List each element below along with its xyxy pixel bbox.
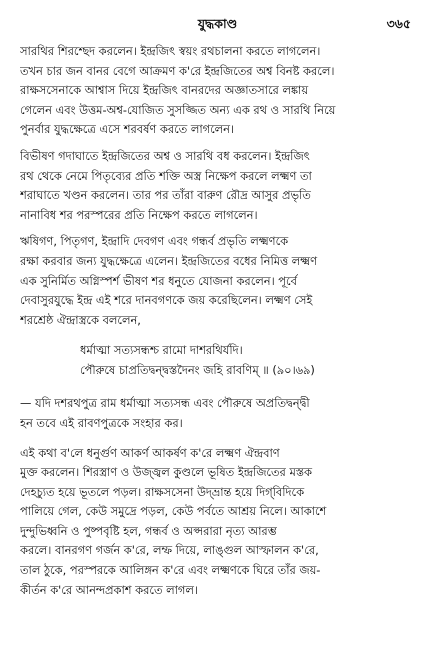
text-line: শরাঘাতে খণ্ডন করলেন। তার পর তাঁরা বারুণ রৌদ্র আসুর প্রভৃতি <box>20 188 311 203</box>
text-line: ঋষিগণ, পিতৃগণ, ইন্দ্রাদি দেবগণ এবং গন্ধর্ব প্রভৃতি লক্ষ্মণকে <box>20 234 289 249</box>
text-line: গেলেন এবং উত্তম-অশ্ব-যোজিত সুসজ্জিত অন্য এক রথ ও সারথি নিয়ে <box>20 102 336 117</box>
text-line: পুনর্বার যুদ্ধক্ষেত্রে এসে শরবর্ষণ করতে লাগলেন। <box>20 122 235 137</box>
text-line: হন তবে এই রাবণপুত্রকে সংহার কর। <box>20 415 183 430</box>
text-line: মুক্ত করলেন। শিরস্ত্রাণ ও উজ্জ্বল কুণ্ডলে ভূষিত ইন্দ্রজিতের মস্তক <box>20 465 312 480</box>
text-line: কীর্তন ক'রে আনন্দপ্রকাশ করতে লাগল। <box>20 582 198 597</box>
text-line: এক সুনির্মিত অগ্নিস্পর্শ ভীষণ শর ধনুতে যোজনা করলেন। পূর্বে <box>20 273 297 288</box>
page-header <box>20 14 415 36</box>
text-line: শরশ্রেষ্ঠ ঐন্দ্রাস্ত্রকে বললেন, <box>20 312 141 327</box>
paragraph-1 <box>20 42 415 140</box>
paragraph-3 <box>20 232 415 330</box>
text-line: তাল ঠুকে, পরস্পরকে আলিঙ্গন ক'রে এবং লক্ষ্মণকে ঘিরে তাঁর জয়- <box>20 563 321 578</box>
verse-line: পৌরুষে চাপ্রতিদ্বন্দ্বস্তদৈনং জহি রাবণিম্ ॥ (৯০।৬৯) <box>80 363 315 378</box>
verse-line: ধর্মাত্মা সত্যসন্ধশ্চ রামো দাশরথির্যদি। <box>80 343 243 358</box>
text-line: রাক্ষসসেনাকে আশ্বাস দিয়ে ইন্দ্রজিৎ বানরদের অজ্ঞাতসারে লঙ্কায় <box>20 83 309 98</box>
paragraph-2 <box>20 147 415 225</box>
page-number: ৩৬৫ <box>386 16 411 31</box>
sanskrit-verse <box>80 340 415 380</box>
verse-translation <box>20 394 415 433</box>
text-line: নানাবিধ শর পরস্পরের প্রতি নিক্ষেপ করতে লাগলেন। <box>20 207 258 222</box>
text-line: তখন চার জন বানর বেগে আক্রমণ ক'রে ইন্দ্রজিতের অশ্ব বিনষ্ট করলে। <box>20 63 335 78</box>
text-line: সারথির শিরশ্ছেদ করলেন। ইন্দ্রজিৎ স্বয়ং রথচালনা করতে লাগলেন। <box>20 44 321 58</box>
text-line: বিভীষণ গদাঘাতে ইন্দ্রজিতের অশ্ব ও সারথি বধ করলেন। ইন্দ্রজিৎ <box>20 148 310 163</box>
text-line: দেহচ্যুত হয়ে ভূতলে পড়ল। রাক্ষসসেনা উদ্‌ভ্রান্ত হয়ে দিগ্‌বিদিকে <box>20 484 305 499</box>
running-title: যুদ্ধকাণ্ড <box>197 16 238 31</box>
text-line: পালিয়ে গেল, কেউ সমুদ্রে পড়ল, কেউ পর্বতে আশ্রয় নিলে। আকাশে <box>20 504 327 519</box>
text-line: দেবাসুরযুদ্ধে ইন্দ্র এই শরে দানবগণকে জয় করেছিলেন। লক্ষ্মণ সেই <box>20 293 313 308</box>
text-line: রথ থেকে নেমে পিতৃব্যের প্রতি শক্তি অস্ত্র নিক্ষেপ করলে লক্ষ্মণ তা <box>20 168 312 183</box>
text-line: দুন্দুভিধ্বনি ও পুষ্পবৃষ্টি হল, গন্ধর্ব ও অপ্সরারা নৃত্য আরম্ভ <box>20 523 277 538</box>
text-line: রক্ষা করবার জন্য যুদ্ধক্ষেত্রে এলেন। ইন্দ্রজিতের বধের নিমিত্ত লক্ষ্মণ <box>20 253 318 268</box>
paragraph-closing <box>20 444 415 601</box>
text-line: করলে। বানরগণ গর্জন ক'রে, লম্ফ দিয়ে, লাঙ্গুল আস্ফালন ক'রে, <box>20 543 319 558</box>
text-line: এই কথা ব'লে ধনুর্গুণ আকর্ণ আকর্ষণ ক'রে লক্ষ্মণ ঐন্দ্রবাণ <box>20 445 280 460</box>
text-line: — যদি দশরথপুত্র রাম ধর্মাত্মা সত্যসন্ধ এবং পৌরুষে অপ্রতিদ্বন্দ্বী <box>20 396 310 411</box>
